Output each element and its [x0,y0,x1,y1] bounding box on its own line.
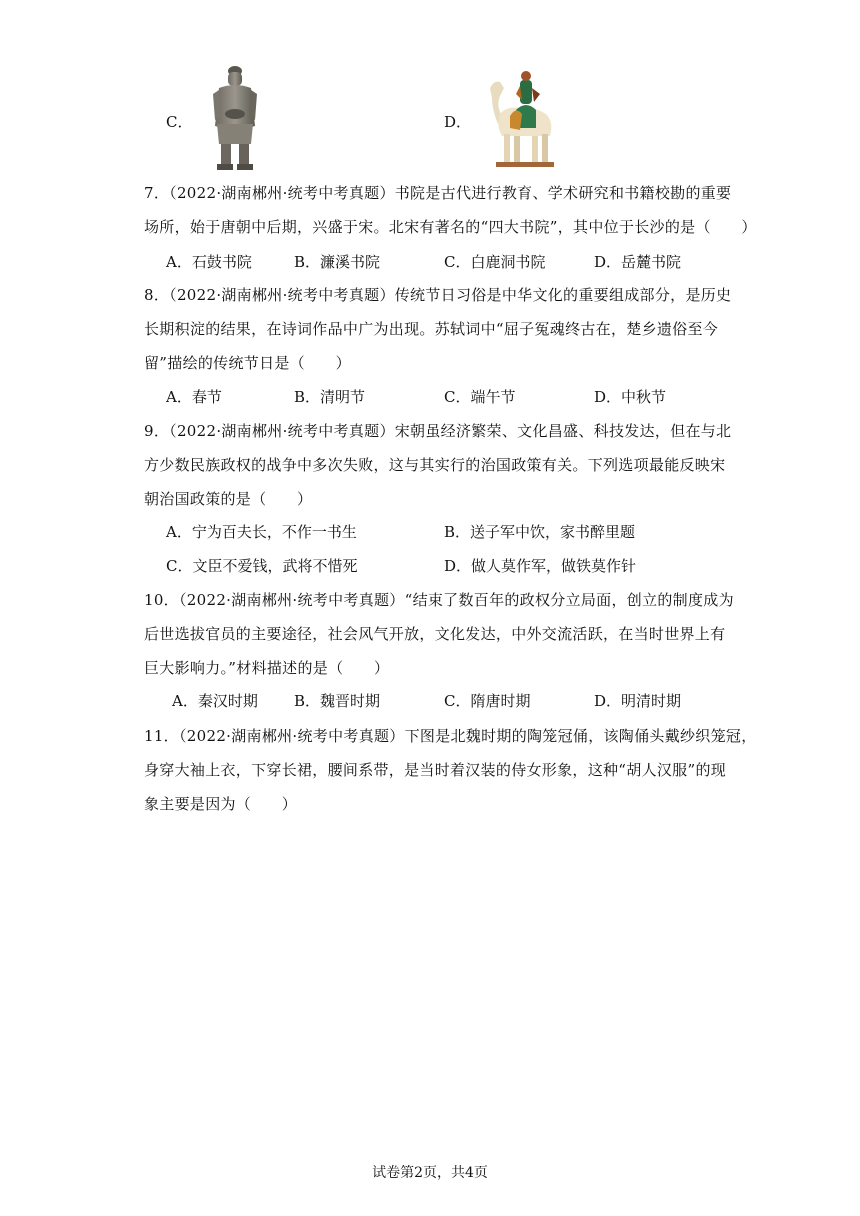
q9-option-b[interactable]: B．送子军中饮，家书醉里题 [444,523,636,541]
q9-option-d[interactable]: D．做人莫作军，做铁莫作针 [444,557,637,575]
q7-option-b[interactable]: B．濂溪书院 [294,253,381,271]
q9-line2: 方少数民族政权的战争中多次失败，这与其实行的治国政策有关。下列选项最能反映宋 [144,456,726,474]
q11-line1: 11．（2022·湖南郴州·统考中考真题）下图是北魏时期的陶笼冠俑，该陶俑头戴纱织笼冠， [144,727,757,745]
q7-option-c[interactable]: C．白鹿洞书院 [444,253,546,271]
q10-option-a[interactable]: A．秦汉时期 [172,692,258,710]
q9-line3: 朝治国政策的是（ ） [144,490,313,508]
q10-line2: 后世选拔官员的主要途径，社会风气开放，文化发达，中外交流活跃，在当时世界上有 [144,625,726,643]
q8-line3: 留”描绘的传统节日是（ ） [144,354,351,372]
q8-option-a[interactable]: A．春节 [166,388,222,406]
q10-line3: 巨大影响力。”材料描述的是（ ） [144,659,390,677]
q7-line1: 7．（2022·湖南郴州·统考中考真题）书院是古代进行教育、学术研究和书籍校勘的重要 [144,184,732,202]
q10-option-b[interactable]: B．魏晋时期 [294,692,381,710]
q7-line2: 场所，始于唐朝中后期，兴盛于宋。北宋有著名的“四大书院”，其中位于长沙的是（ ） [144,218,757,236]
q8-option-d[interactable]: D．中秋节 [594,388,667,406]
q10-line1: 10．（2022·湖南郴州·统考中考真题）“结束了数百年的政权分立局面，创立的制度成为 [144,591,734,609]
q11-line3: 象主要是因为（ ） [144,795,298,813]
q9-option-c[interactable]: C．文臣不爱钱，武将不惜死 [166,557,358,575]
q7-option-d[interactable]: D．岳麓书院 [594,253,682,271]
q10-option-d[interactable]: D．明清时期 [594,692,682,710]
q11-line2: 身穿大袖上衣，下穿长裙，腰间系带，是当时着汉装的侍女形象，这种“胡人汉服”的现 [144,761,727,779]
q8-option-c[interactable]: C．端午节 [444,388,516,406]
option-d-label: D． [444,113,472,131]
tang-sancai-camel-image [486,66,558,170]
q7-option-a[interactable]: A．石鼓书院 [166,253,252,271]
terracotta-warrior-image [205,64,265,176]
page-footer: 试卷第2页，共4页 [372,1165,488,1181]
q8-line2: 长期积淀的结果，在诗词作品中广为出现。苏轼词中“屈子冤魂终古在，楚乡遗俗至今 [144,320,719,338]
q9-option-a[interactable]: A．宁为百夫长，不作一书生 [166,523,357,541]
option-c-label: C． [166,113,193,131]
q10-option-c[interactable]: C．隋唐时期 [444,692,531,710]
q8-option-b[interactable]: B．清明节 [294,388,366,406]
q8-line1: 8．（2022·湖南郴州·统考中考真题）传统节日习俗是中华文化的重要组成部分，是历史 [144,286,732,304]
q9-line1: 9．（2022·湖南郴州·统考中考真题）宋朝虽经济繁荣、文化昌盛、科技发达，但在与北 [144,422,732,440]
